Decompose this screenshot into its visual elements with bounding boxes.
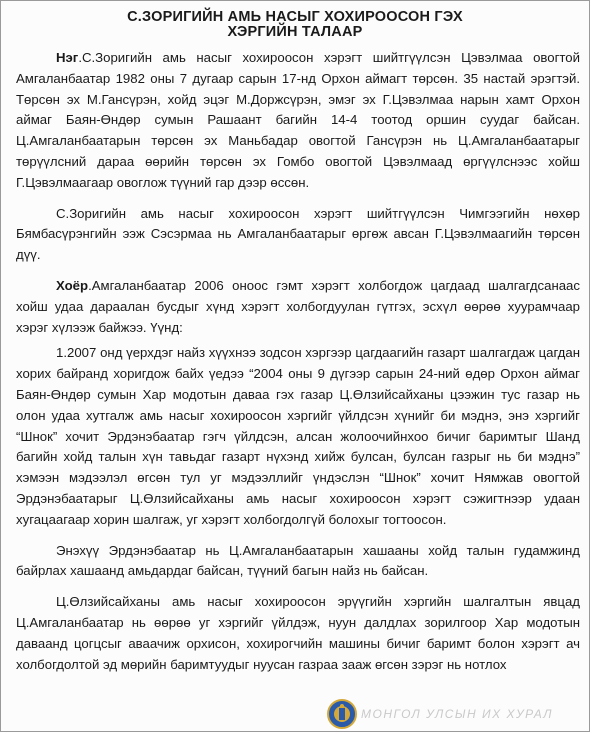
paragraph-6: Ц.Өлзийсайханы амь насыг хохироосон эрүүгийн хэргийн шалгалтын явцад Ц.Амгаланбаатар нь өөрөө уг хэргийг үйлдэж, нуун далдлах зорилгоор Хар модотын даваанд цогцсыг аваачиж орхисон, хохирогчийн машины бичиг баримт болон хэрэгт ач холбогдолтой эд мөрийн баримтуудыг нуусан газраа зааж өгсөн зэрэг нь нотлох <box>16 594 580 672</box>
title-line-1: С.ЗОРИГИЙН АМЬ НАСЫГ ХОХИРООСОН ГЭХ <box>127 9 463 25</box>
paragraph-3-text: .Амгаланбаатар 2006 оноос гэмт хэрэгт холбогдож цагдаад шалгагдсанаас хойш удаа дараалан бусдыг хүнд хэрэгт холбогдуулан гүтгэх, эсхүл өөрөө хуурамчаар хэрэг хүлээж байжээ. Үүнд: <box>16 277 580 335</box>
watermark <box>327 699 553 729</box>
section-number-one: Нэг <box>56 50 79 65</box>
paragraph-5: Энэхүү Эрдэнэбаатар нь Ц.Амгаланбаатарын хашааны хойд талын гудамжинд байрлах хашаанд амьдардаг байсан, түүний багын найз нь байсан. <box>16 542 580 579</box>
document-title <box>1 10 589 40</box>
paragraph-1-text: .С.Зоригийн амь насыг хохироосон хэрэгт шийтгүүлсэн Цэвэлмаа овогтой Амгаланбаатар 1982 оны 7 дугаар сарын 17-нд Орхон аймагт төрсөн. 35 настай эрэгтэй. Төрсөн эх М.Гансүрэн, хойд эцэг М.Доржсүрэн, эмэг эх Г.Цэвэлмаа нарын хамт Орхон аймаг Баян-Өндөр сумын Рашаант багийн 14-4 тоотод оршин суудаг байсан. Ц.Амгаланбаатарын төрсөн эх Маньбадар овогтой Гансүрэн нь Ц.Амгаланбаатарыг төрүүлсний дараа өөрийн төрсөн эх Гомбо овогтой Цэвэлмаад өргүүлснээс хойш Г.Цэвэлмаагаар овоглож түүний гар дээр өссөн. <box>16 50 580 190</box>
paragraph-4: 1.2007 онд үерхдэг найз хүүхнээ зодсон хэргээр цагдаагийн газарт шалгагдаж цагдан хорих байранд хоригдож байх үедээ “2004 оны 9 дүгээр сарын 24-ний өдөр Орхон аймаг Баян-Өндөр сумын Хар модотын даваа гэх газар Ц.Өлзийсайханы цээжин тус газар нь олон удаа хутгалж амь насыг хохироосон хэргийг үйлдсэн хүнийг би мэднэ, энэ хэргийг “Шнок” хочит Эрдэнэбаатар гэгч үйлдсэн, алсан жолоочийнхоо бичиг баримтыг Шанд багийн хойд талын хүн тавьдаг газарт нүхэнд хийж булсан, булсан газрыг нь би мэднэ” хэмээн мэдээлэл өгсөн тул уг мэдээллийг үндэслэн “Шнок” хочит Нямжав овогтой Эрдэнэбаатарыг Ц.Өлзийсайханы амь насыг хохироосон хэрэгт сэжигтнээр удаан хугацаагаар хорин шалгаж, уг хэрэгт холбогдолгүй болохыг тогтоосон. <box>16 345 580 527</box>
state-emblem-icon <box>327 699 357 729</box>
watermark-text: МОНГОЛ УЛСЫН ИХ ХУРАЛ <box>361 707 553 721</box>
paragraph-3 <box>16 276 580 338</box>
paragraph-1 <box>16 48 580 194</box>
document-body <box>16 48 580 675</box>
paragraph-2: С.Зоригийн амь насыг хохироосон хэрэгт шийтгүүлсэн Чимгээгийн нөхөр Бямбасүрэнгийн ээж Сэсэрмаа нь Амгаланбаатарыг өргөж авсан Г.Цэвэлмаагийн төрсөн дүү. <box>16 205 580 263</box>
title-line-2: ХЭРГИЙН ТАЛААР <box>227 24 363 40</box>
section-number-two: Хоёр <box>56 277 89 293</box>
